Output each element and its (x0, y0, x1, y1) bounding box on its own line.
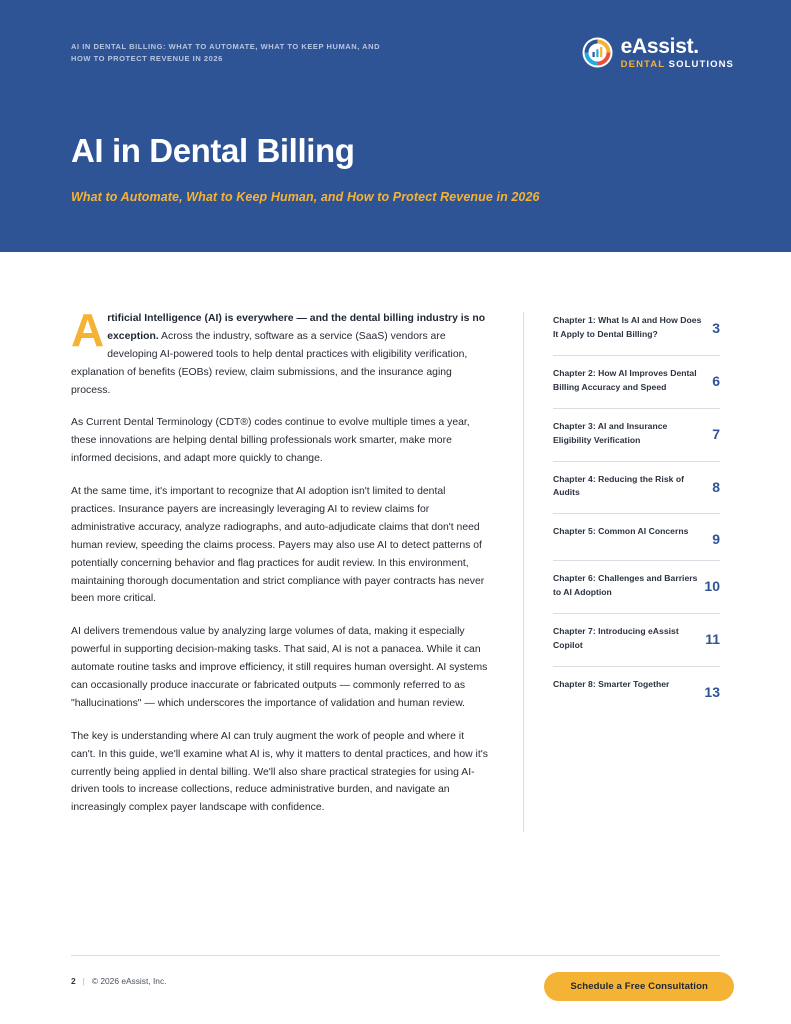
toc-item[interactable] (553, 561, 720, 614)
toc-item-page: 11 (705, 631, 720, 648)
paragraph-4: AI delivers tremendous value by analyzing large volumes of data, making it especially powerful in supporting decision-making tasks. That said, AI is not a panacea. While it can automate routine tasks and improve efficiency, it still requires human oversight. AI systems can occasionally produce inaccurate or fabricated outputs — commonly referred to as "hallucinations" — which underscores the importance of validation and human review. (71, 626, 488, 709)
logo-name: eAssist. (620, 35, 699, 58)
footer-page-number: 2 (71, 976, 76, 986)
toc-item[interactable] (553, 462, 720, 515)
toc-item-page: 6 (712, 372, 720, 389)
drop-cap: A (71, 304, 105, 356)
footer-meta (71, 976, 166, 986)
toc-item-label: Chapter 4: Reducing the Risk of Audits (553, 473, 684, 498)
toc-item-label: Chapter 7: Introducing eAssist Copilot (553, 626, 679, 651)
table-of-contents (523, 312, 720, 832)
paragraph-3: At the same time, it's important to recognize that AI adoption isn't limited to dental practices. Insurance payers are increasingly leveraging AI to review claims for administrative accuracy, analyze radiographs, and auto-adjudicate claims that don't need human review, speeding the claims process. Payers may also use AI to detect patterns of potentially concerning behavior and flag practices for audit review. In this environment, maintaining thorough documentation and strict compliance with payer contracts has never been more critical. (71, 486, 485, 605)
footer-divider (71, 955, 720, 956)
toc-item-page: 13 (704, 684, 720, 701)
eassist-logo-icon (582, 37, 613, 68)
toc-item-label: Chapter 1: What Is AI and How Does It Apply to Dental Billing? (553, 315, 702, 339)
footer-separator: | (82, 976, 85, 986)
toc-item-page: 9 (712, 531, 720, 548)
toc-item-label: Chapter 3: AI and Insurance Eligibility Verification (553, 420, 668, 445)
toc-item-label: Chapter 2: How AI Improves Dental Billing Accuracy and Speed (553, 367, 697, 392)
paragraph-5: The key is understanding where AI can truly augment the work of people and where it can't. In this guide, we'll examine what AI is, why it matters to dental practices, and how it's currently being applied in dental billing. We'll also share practical strategies for using AI-driven tools to increase collections, reduce administrative burden, and navigate an increasingly complex payer landscape with confidence. (71, 730, 488, 814)
logo-wordmark (621, 36, 734, 70)
logo-tagline-second: SOLUTIONS (668, 59, 734, 70)
toc-item[interactable] (553, 312, 720, 356)
toc-item-page: 3 (712, 320, 720, 336)
footer-copyright: © 2026 eAssist, Inc. (91, 976, 167, 986)
paragraph-1-lead: rtificial Intelligence (AI) is everywhere — and the dental billing industry is no exception. (107, 313, 486, 342)
toc-item[interactable] (553, 356, 720, 409)
toc-item-page: 10 (704, 578, 720, 595)
toc-item[interactable] (553, 409, 720, 462)
header-eyebrow: AI IN DENTAL BILLING: WHAT TO AUTOMATE, WHAT TO KEEP HUMAN, AND HOW TO PROTECT REVENUE IN 2026 (71, 42, 381, 63)
content-area (71, 304, 720, 832)
toc-item[interactable] (553, 667, 720, 713)
eassist-logo (582, 36, 734, 70)
paragraph-1-rest: Across the industry, software as a service (SaaS) vendors are developing AI-powered tools to help dental practices with eligibility verification, explanation of benefits (EOBs) review, claim submissions, and the insurance aging process. (71, 330, 468, 396)
logo-tagline (621, 60, 734, 70)
paragraph-1 (71, 304, 491, 399)
page-subtitle: What to Automate, What to Keep Human, and How to Protect Revenue in 2026 (71, 190, 540, 204)
body-column (71, 304, 523, 832)
toc-item-page: 8 (712, 478, 720, 495)
toc-item-label: Chapter 5: Common AI Concerns (553, 526, 689, 537)
logo-tagline-first: DENTAL (620, 59, 665, 70)
paragraph-2: As Current Dental Terminology (CDT®) codes continue to evolve multiple times a year, these innovations are helping dental billing professionals work smarter, make more informed decisions, and adapt more quickly to change. (71, 417, 470, 465)
toc-item-label: Chapter 8: Smarter Together (553, 679, 670, 690)
toc-item-label: Chapter 6: Challenges and Barriers to AI Adoption (553, 573, 698, 598)
toc-item[interactable] (553, 514, 720, 561)
toc-item[interactable] (553, 614, 720, 667)
schedule-consultation-button[interactable]: Schedule a Free Consultation (544, 972, 734, 1001)
page-title: AI in Dental Billing (71, 132, 355, 169)
toc-item-page: 7 (712, 425, 720, 442)
